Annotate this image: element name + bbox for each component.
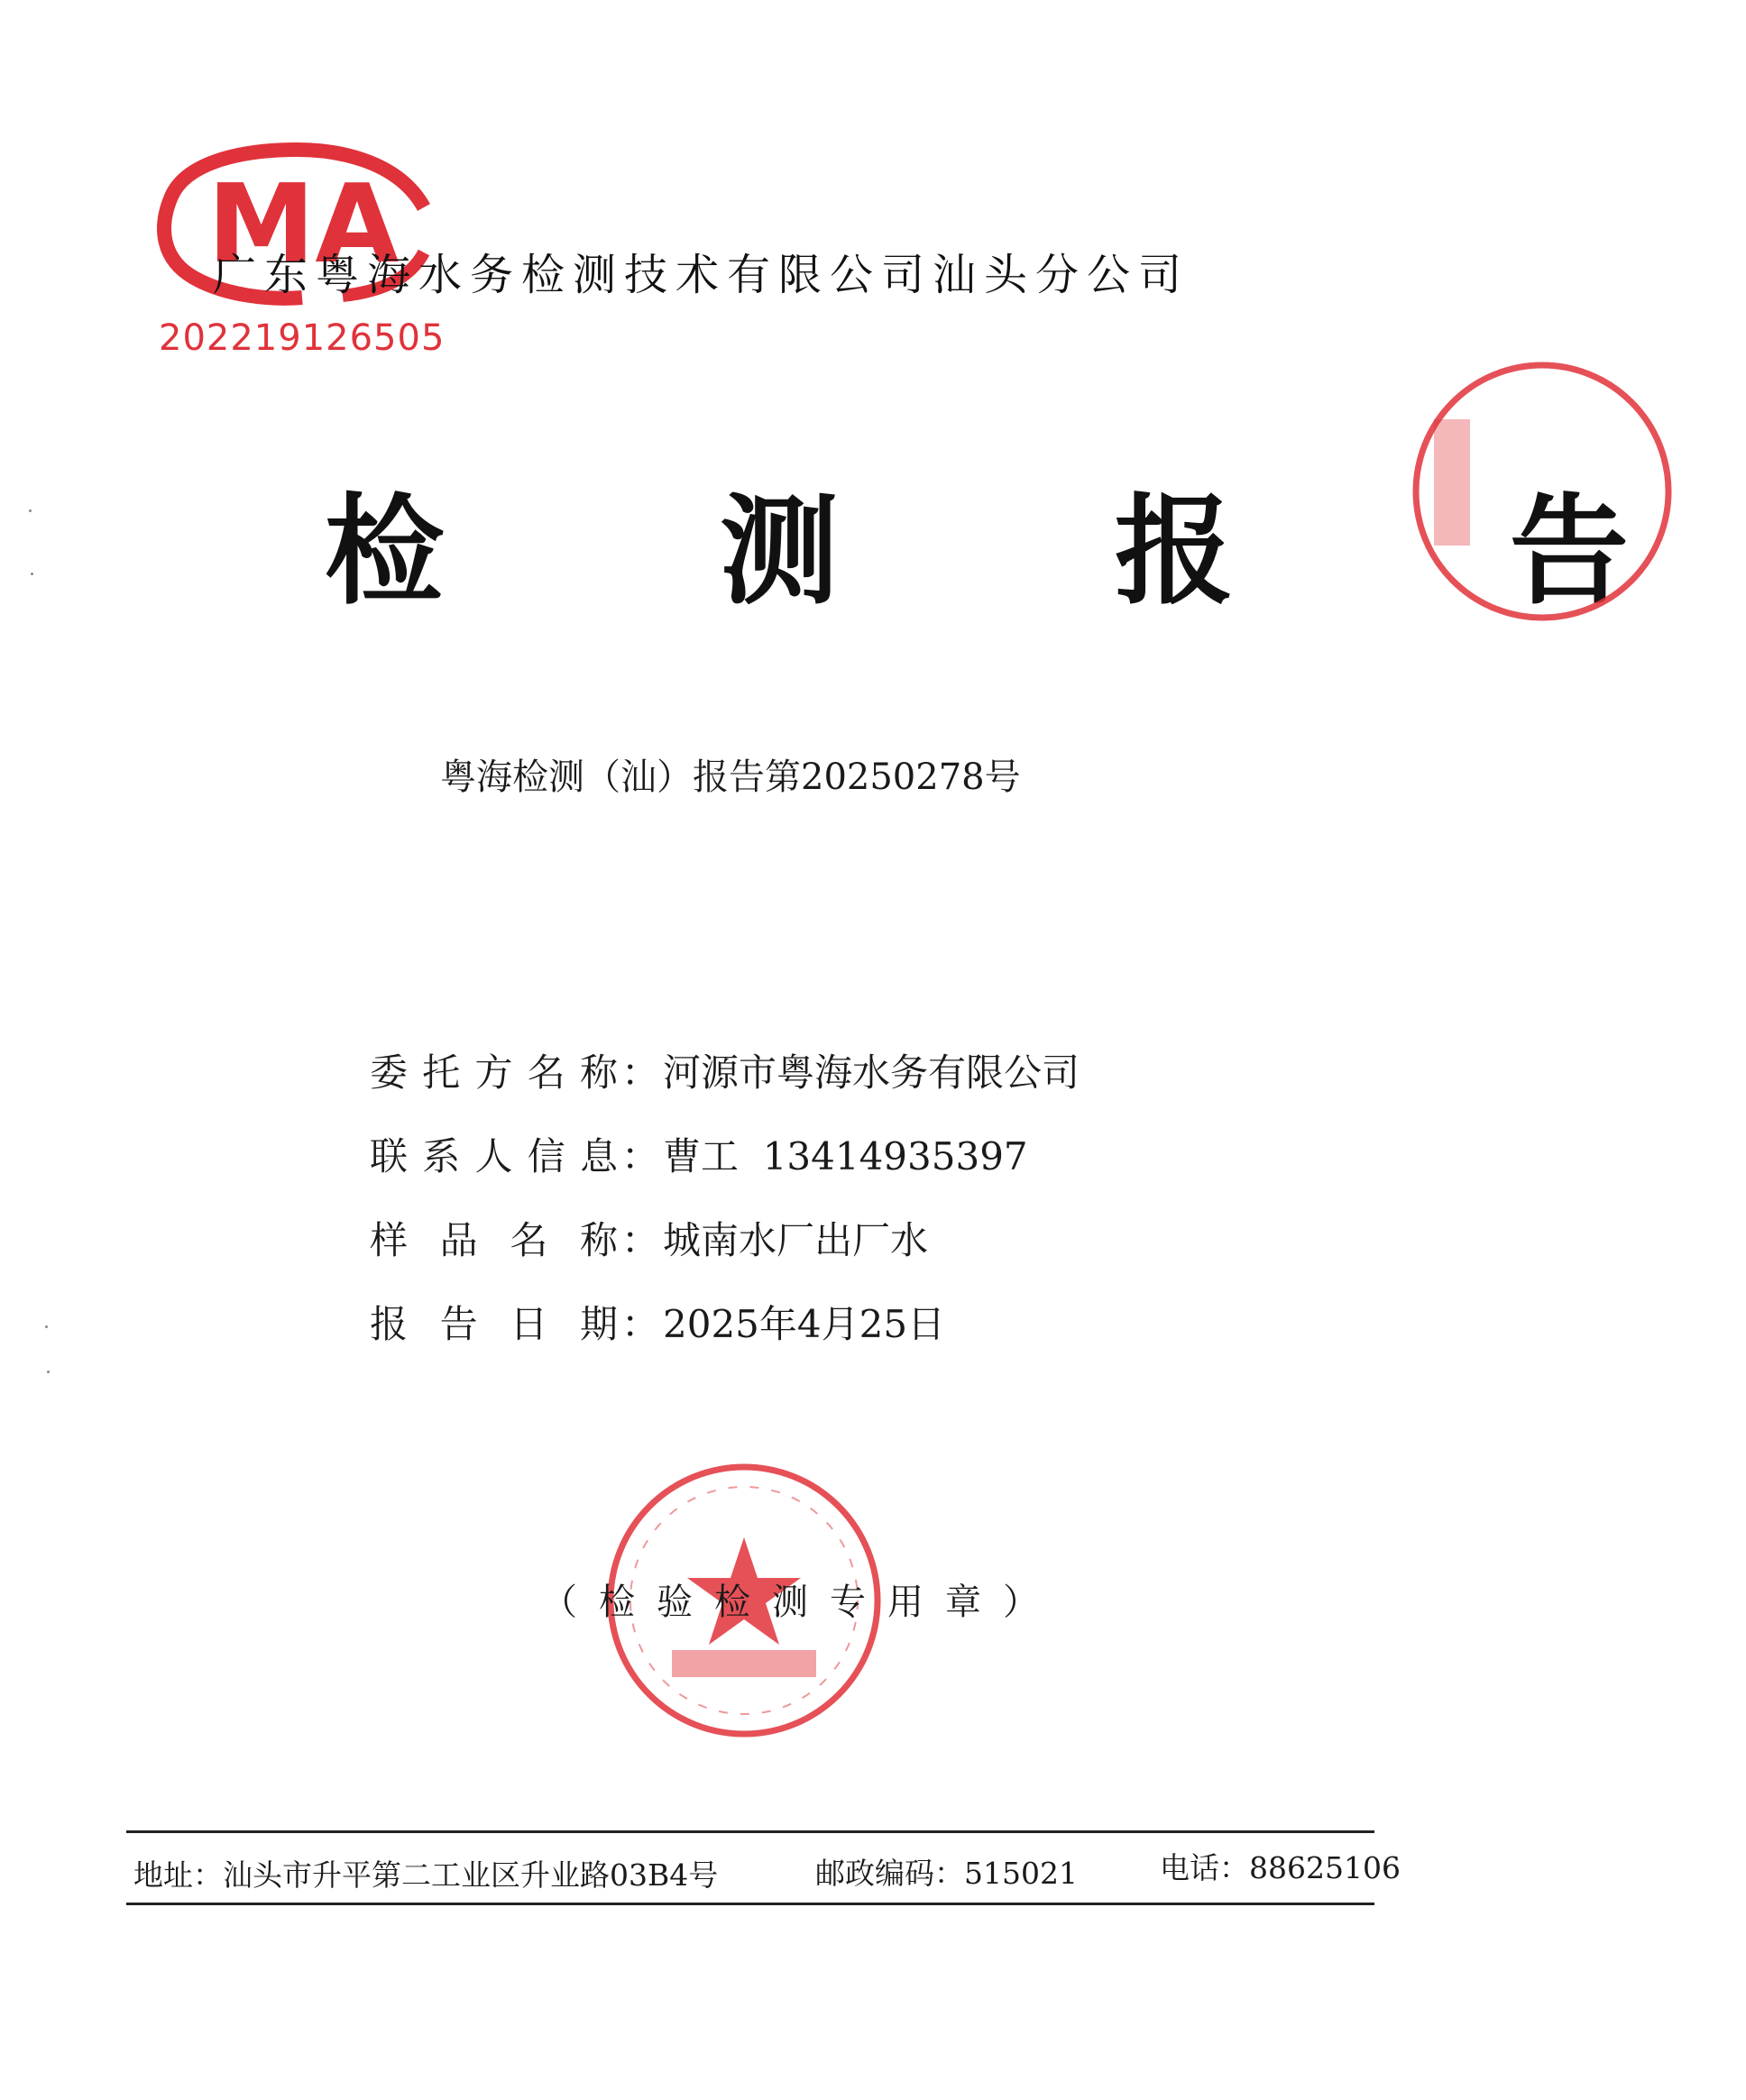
footer-divider-bottom — [126, 1903, 1374, 1905]
info-row-client — [370, 1028, 1181, 1112]
report-title: 检 测 报 告 — [325, 481, 1746, 621]
info-value: 城南水厂出厂水 — [663, 1217, 929, 1262]
scan-speck — [47, 1371, 50, 1373]
footer-phone: 电话：88625106 — [1160, 1850, 1401, 1885]
info-colon: ： — [620, 1217, 659, 1262]
seal-caption: （检验检测专用章） — [541, 1582, 1061, 1623]
svg-text:MA: MA — [207, 162, 400, 288]
info-row-contact — [370, 1112, 1181, 1196]
info-label: 联 系 人 信 息 — [370, 1133, 618, 1178]
info-colon: ： — [620, 1301, 659, 1346]
info-value: 2025年4月25日 — [663, 1301, 946, 1346]
scan-speck — [45, 1325, 48, 1328]
report-number: 粤海检测（汕）报告第20250278号 — [440, 757, 1021, 798]
footer-address: 地址：汕头市升平第二工业区升业路03B4号 — [133, 1857, 719, 1893]
info-colon: ： — [620, 1133, 659, 1178]
side-seal — [1407, 356, 1587, 627]
info-label: 委 托 方 名 称 — [370, 1050, 618, 1095]
report-info — [370, 1028, 1181, 1363]
info-value: 河源市粤海水务有限公司 — [663, 1050, 1080, 1095]
scan-speck — [31, 573, 33, 575]
footer-postal-code: 邮政编码：515021 — [815, 1856, 1078, 1891]
info-row-date — [370, 1279, 1181, 1363]
info-label: 报 告 日 期 — [370, 1301, 618, 1346]
info-row-sample — [370, 1196, 1181, 1279]
cma-number: 202219126505 — [159, 317, 446, 359]
info-value: 曹工 13414935397 — [663, 1133, 1028, 1178]
organization-name: 广东粤海水务检测技术有限公司汕头分公司 — [213, 250, 1190, 300]
info-colon: ： — [620, 1050, 659, 1095]
info-label: 样 品 名 称 — [370, 1217, 618, 1262]
footer-divider-top — [126, 1830, 1374, 1833]
scan-speck — [29, 509, 32, 512]
